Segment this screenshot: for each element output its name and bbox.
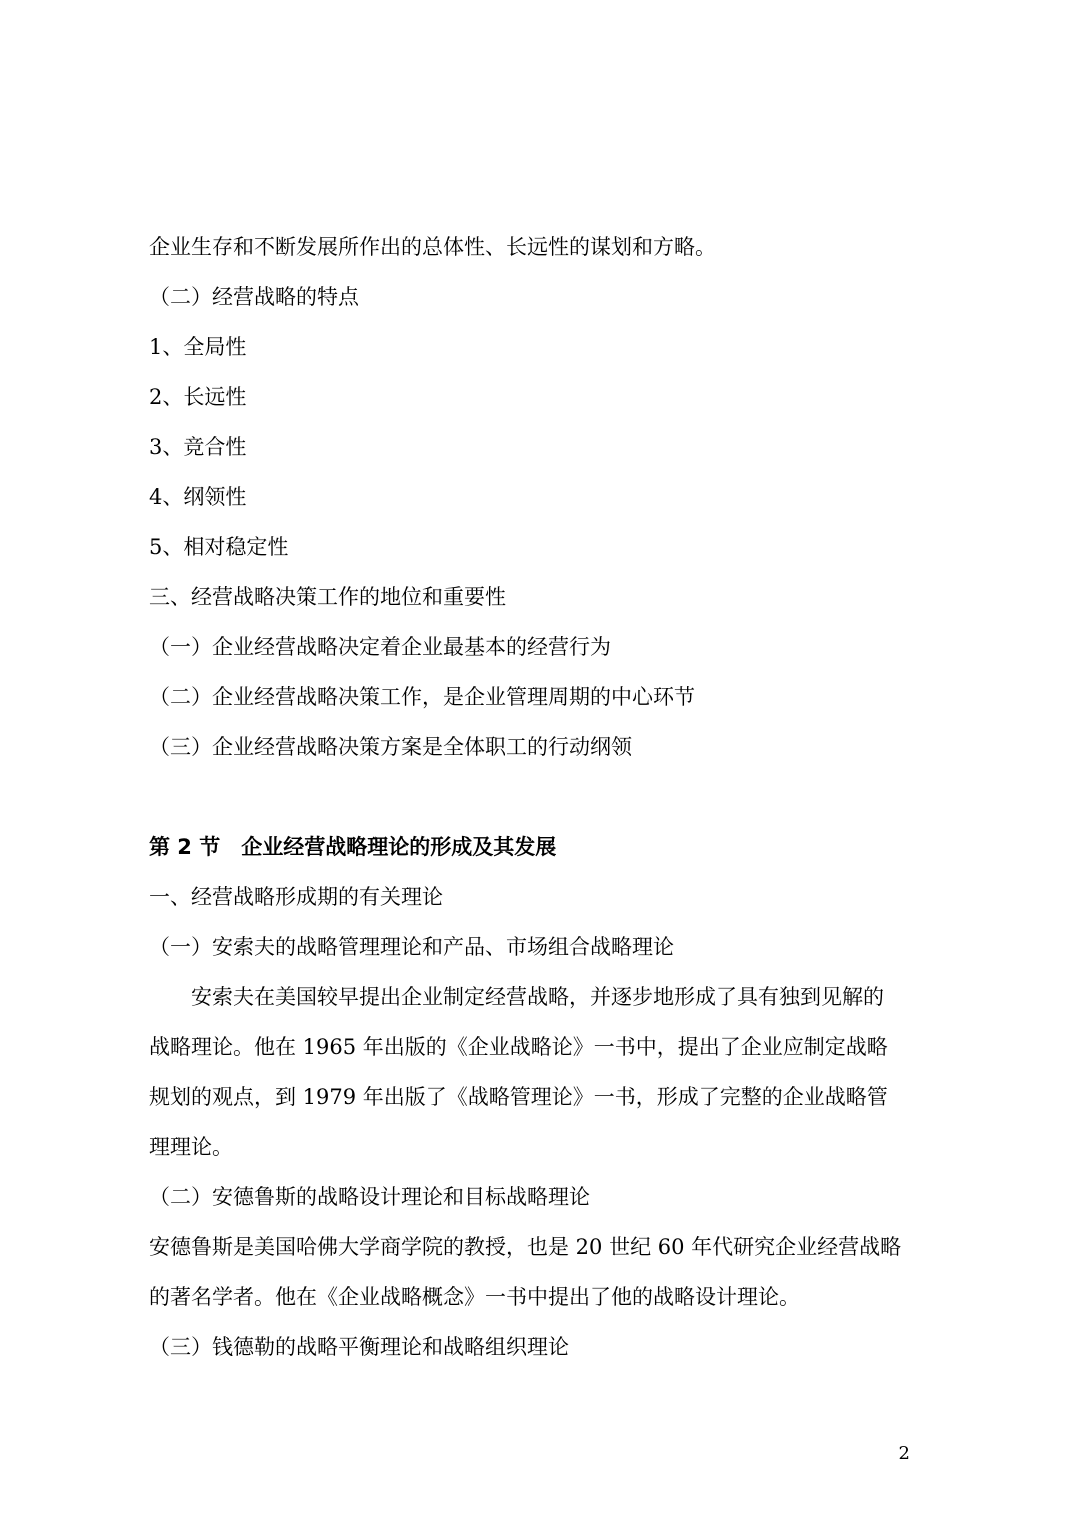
section-gap (149, 772, 911, 822)
body-line: 企业生存和不断发展所作出的总体性、长远性的谋划和方略。 (149, 235, 716, 259)
subsection-title: 三、经营战略决策工作的地位和重要性 (149, 585, 506, 609)
list-item: （三）企业经营战略决策方案是全体职工的行动纲领 (149, 735, 632, 759)
list-item: （二）企业经营战略决策工作，是企业管理周期的中心环节 (149, 685, 695, 709)
subsection-title: 一、经营战略形成期的有关理论 (149, 885, 443, 909)
list-item: 3、竞合性 (149, 435, 247, 459)
list-item: （一）企业经营战略决定着企业最基本的经营行为 (149, 635, 611, 659)
list-item: 5、相对稳定性 (149, 535, 289, 559)
paragraph-line: 的著名学者。他在《企业战略概念》一书中提出了他的战略设计理论。 (149, 1285, 800, 1309)
paragraph-line: 理理论。 (149, 1135, 233, 1159)
paragraph-line: 规划的观点，到 1979 年出版了《战略管理论》一书，形成了完整的企业战略管 (149, 1085, 888, 1109)
item-title: （一）安索夫的战略管理理论和产品、市场组合战略理论 (149, 935, 674, 959)
paragraph-line: 安德鲁斯是美国哈佛大学商学院的教授，也是 20 世纪 60 年代研究企业经营战略 (149, 1235, 902, 1259)
list-item: 1、全局性 (149, 335, 247, 359)
list-item: 2、长远性 (149, 385, 247, 409)
item-title: （二）安德鲁斯的战略设计理论和目标战略理论 (149, 1185, 590, 1209)
paragraph-line: 安索夫在美国较早提出企业制定经营战略，并逐步地形成了具有独到见解的 (191, 985, 884, 1009)
item-title: （三）钱德勒的战略平衡理论和战略组织理论 (149, 1335, 569, 1359)
page-number: 2 (898, 1443, 910, 1464)
paragraph-line: 战略理论。他在 1965 年出版的《企业战略论》一书中，提出了企业应制定战略 (149, 1035, 888, 1059)
page-body (149, 222, 911, 1372)
list-item: 4、纲领性 (149, 485, 247, 509)
subsection-title: （二）经营战略的特点 (149, 285, 359, 309)
section-heading: 第 2 节 企业经营战略理论的形成及其发展 (149, 835, 557, 859)
